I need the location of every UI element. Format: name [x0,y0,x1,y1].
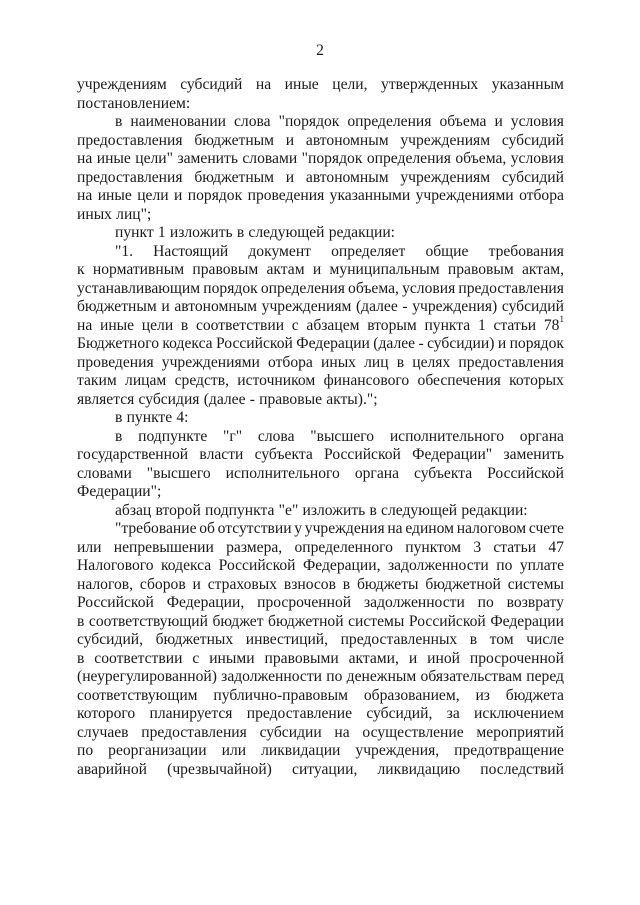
word: иные [284,76,319,93]
word: Российской [487,464,564,482]
word: "высшего [310,427,375,445]
text-line [77,113,564,132]
text-line [77,314,564,336]
word: общие [425,242,469,260]
word: на [387,520,403,537]
word: правовыми [264,649,339,667]
word: отсутствии [217,520,292,537]
word: определения [366,150,451,167]
word: задолженности [221,668,323,685]
word: осуществление [362,723,464,741]
word: - [249,390,255,408]
word: 1 [157,224,166,241]
text-line [77,354,564,373]
text-line [77,483,564,502]
word: статьи [493,316,537,334]
word: (далее [373,335,416,352]
word: актам, [522,261,564,278]
word: в [115,113,123,130]
word: в [369,501,377,519]
word: изложить [169,224,233,241]
word: кодекса [162,335,213,352]
word: в [396,353,405,371]
word: и [497,335,507,352]
word: Российской [218,557,296,574]
word: власти [199,446,244,463]
word: и [312,261,322,278]
word: таким [77,372,117,389]
word: едином [405,520,455,537]
word: Российской [408,612,486,630]
word: страховых [207,575,277,593]
text-line [77,150,564,169]
word: планируется [149,705,233,722]
document-body [77,76,564,779]
word: сборов [139,575,186,593]
word: Федерации" [412,446,493,463]
word: ситуации, [292,760,358,778]
word: и [174,187,183,204]
word: (далее [355,298,398,315]
page-number: 2 [316,42,324,59]
word: "е" [278,501,299,519]
word: правовым [447,261,514,278]
word: в [77,612,85,630]
word: "порядок [278,113,340,130]
word: в [77,649,85,667]
word: пункт [115,224,154,241]
word: Федерации [490,612,564,630]
word: Налогового [77,557,154,574]
word: определения [347,113,432,130]
word: на [77,150,93,167]
word: порядок [203,279,258,297]
word: целях [412,353,451,371]
text-line [77,576,564,595]
word: мероприятий [476,723,564,741]
word: правовым [192,261,259,278]
word: порядок [509,335,564,352]
word: является [77,390,135,408]
word: муниципальным [329,261,440,278]
word: налоговом [456,520,527,537]
word: и [285,168,295,186]
word: или [221,742,247,759]
word: субсидий [180,76,243,93]
word: бюджетным [77,298,157,315]
word: которого [77,705,136,722]
text-line [77,502,564,521]
word: просроченной [257,594,352,611]
word: аварийной [77,760,147,778]
text-line [77,557,564,576]
word: предоставления [458,353,564,371]
word: "порядок [301,150,363,167]
word: условия [510,113,564,130]
word: 47 [548,538,564,556]
word: субъекта [254,446,313,463]
word: из [475,686,490,704]
footnote-superscript: 1 [559,314,564,325]
word: по [77,742,94,759]
word: иные [99,316,135,334]
word: проведения [77,353,154,371]
word: лицам [125,372,167,389]
word: возврату [506,594,564,611]
word: размера, [226,538,283,556]
word: пунктом [405,538,462,556]
word: учреждениям [400,131,491,149]
word: счете [528,520,564,537]
word: непревышении [113,538,214,556]
text-line [77,631,564,650]
word: подпункте [138,427,208,445]
word: "1. [115,242,134,260]
word: определяет [331,242,406,260]
word: исполнительного [389,427,505,445]
word: учреждениям [77,76,167,93]
word: (далее [203,390,246,408]
word: Федерации [296,335,370,352]
word: денежным [346,668,417,685]
word: вторым [367,316,417,334]
text-line [77,187,564,206]
word: 1 [477,316,486,334]
word: постановлением: [77,94,191,112]
word: и [161,298,170,315]
word: об [199,520,215,537]
word: автономным [305,131,389,149]
word: нормативным [92,261,185,278]
text-line [77,742,564,761]
word: кодекса [161,557,212,574]
word: соответствующий [88,612,208,630]
text-line [77,372,564,391]
word: редакции: [328,224,396,241]
text-line [77,465,564,484]
word: объема [439,113,487,130]
word: автономным [305,168,389,186]
text-line [77,761,564,780]
word: за [446,705,460,722]
word: цели, [332,76,368,93]
word: 4: [176,409,189,426]
word: (неурегулированной) [77,668,217,685]
word: в [180,316,189,334]
word: иных [321,353,356,371]
word: отбора [519,187,564,204]
text-line [77,335,564,354]
word: и [408,649,418,667]
word: соответствующим [77,686,198,704]
word: слова [234,113,271,130]
word: указанным [491,76,564,93]
word: предоставления [77,131,183,149]
word: в [342,575,351,593]
word: по [496,557,513,574]
text-line [77,132,564,151]
text-line [77,409,564,428]
word: образованием, [363,686,460,704]
word: предотвращение [454,742,564,759]
word: цели [137,187,169,204]
word: с [291,316,299,334]
word: Настоящий [153,242,229,260]
word: бюджетной [425,575,501,593]
word: иные [96,150,131,167]
word: 3 [473,538,482,556]
word: пункте [126,409,173,426]
word: субсидия [138,390,200,408]
word: налогов, [77,575,134,593]
text-line [77,724,564,743]
word: лиц"; [116,205,152,223]
word: устанавливающим [77,279,201,297]
word: абзацем [306,316,360,334]
word: указанными [329,187,411,204]
word: иными [209,649,255,667]
word: учреждения [304,520,385,537]
word: цели [141,316,174,334]
text-line [77,95,564,114]
word: Российской [77,594,154,611]
word: Федерации"; [77,483,162,500]
word: второй [155,501,201,519]
word: бюджетным [194,168,275,186]
text-line [77,206,564,225]
word: и [192,575,201,593]
word: обязательствам [420,668,523,685]
text-line [77,668,564,687]
word: и [285,131,295,149]
word: акты)."; [326,390,378,408]
word: перед [526,668,564,685]
word: просроченной [469,649,564,667]
word: иных [77,205,112,223]
word: в [469,631,478,648]
word: абзац [115,501,152,519]
word: бюджетной [268,612,344,630]
word: подпункта [205,501,275,519]
word: отбора [268,353,313,371]
word: исключением [474,705,564,722]
word: в [236,224,245,241]
word: случаев [77,723,129,741]
word: и [494,113,503,130]
word: к [77,261,85,278]
word: проведения [247,187,325,204]
word: на [77,316,93,334]
word: учреждениям [400,168,491,186]
text-line [77,613,564,632]
word: соответствии [195,316,285,334]
text-line [77,261,564,280]
text-line [77,650,564,669]
word: $78^1$ [543,314,564,334]
word: "г" [223,427,243,445]
word: инвестиций, [245,631,329,648]
word: - [402,298,408,315]
word: учреждения, [355,742,440,759]
word: исполнительного [225,464,340,482]
text-line [77,539,564,558]
word: системы [507,575,564,593]
word: ликвидацию [377,760,461,778]
word: ликвидации [261,742,341,759]
word: заменить [177,150,238,167]
word: бюджеты [357,575,419,593]
word: (чрезвычайной) [167,760,272,778]
text-line [77,446,564,465]
word: актам [266,261,305,278]
word: том [489,631,514,648]
word: у [294,520,303,537]
word: требования [488,242,564,260]
word: автономным [174,298,258,315]
word: по [326,668,343,685]
word: субъекта [413,464,473,482]
word: слова [257,427,295,445]
word: которых [509,372,564,389]
word: системы [348,612,405,630]
word: учреждениями [161,353,260,371]
text-line [77,391,564,410]
word: бюджетным [194,131,275,149]
word: изложить [302,501,366,519]
word: публично-правовым [213,686,349,704]
word: взносов [283,575,336,593]
text-line [77,280,564,299]
word: на [77,187,93,204]
word: статьи [493,538,537,556]
word: последствий [480,760,564,778]
text-line [77,705,564,724]
word: предоставления [458,279,564,297]
word: субсидий, [366,705,433,722]
word: средств, [174,372,229,389]
text-line [77,76,564,95]
word: уплате [519,557,564,574]
text-line [77,520,564,539]
word: "требование [115,520,197,537]
word: учреждениями [415,187,514,204]
word: утвержденных [381,76,479,93]
word: на [334,723,350,741]
word: "высшего [146,464,211,482]
word: словами [77,464,132,482]
word: реорганизации [108,742,207,759]
word: объема, [455,150,507,167]
text-line [77,687,564,706]
word: субсидий [501,131,564,149]
text-line [77,169,564,188]
word: предоставления [77,168,183,186]
word: по [477,594,494,611]
word: в [115,427,123,445]
word: с [192,649,200,667]
word: следующей [381,501,458,519]
word: Российской [324,446,401,463]
word: условия [402,279,456,297]
word: задолженности [363,594,465,611]
word: определения [260,279,345,297]
word: на [255,76,272,93]
word: - [418,335,424,352]
word: бюджет [212,612,264,630]
word: порядок [187,187,243,204]
word: источником [237,372,316,389]
text-line [77,298,564,317]
word: иные [97,187,132,204]
word: наименовании [130,113,227,130]
word: числе [526,631,564,648]
word: Российской [216,335,293,352]
word: органа [519,427,564,445]
word: соответствии [94,649,183,667]
word: цели" [135,150,174,167]
word: правовые [259,390,322,408]
text-line [77,224,564,243]
word: предоставления [141,723,247,741]
word: бюджета [505,686,564,704]
word: Федерации, [166,594,245,611]
word: актами, [348,649,399,667]
word: финансового [323,372,410,389]
word: бюджетных [155,631,234,648]
word: пункта [424,316,471,334]
text-line [77,428,564,447]
word: государственной [77,446,189,463]
word: субсидии [259,723,322,741]
word: органа [354,464,400,482]
word: Бюджетного [77,335,159,352]
text-line [77,594,564,613]
word: предоставленных [340,631,458,648]
word: редакции: [461,501,528,519]
word: учреждения) [412,298,498,315]
word: субсидии) [427,335,495,352]
word: иной [427,649,460,667]
word: учреждениям [261,298,352,315]
word: условия [510,150,564,167]
word: определенного [294,538,393,556]
text-line [77,243,564,262]
word: в [115,409,123,426]
word: следующей [248,224,325,241]
word: обеспечения [417,372,501,389]
word: или [77,538,102,556]
word: предоставление [246,705,353,722]
word: документ [248,242,312,260]
word: объема, [348,279,399,297]
word: задолженности [387,557,489,574]
word: Федерации, [302,557,381,574]
word: лиц [364,353,389,371]
word: субсидий [501,168,564,186]
word: заменить [503,446,564,463]
word: словами [242,150,298,167]
word: субсидий, [77,631,144,648]
word: субсидий [501,298,564,315]
